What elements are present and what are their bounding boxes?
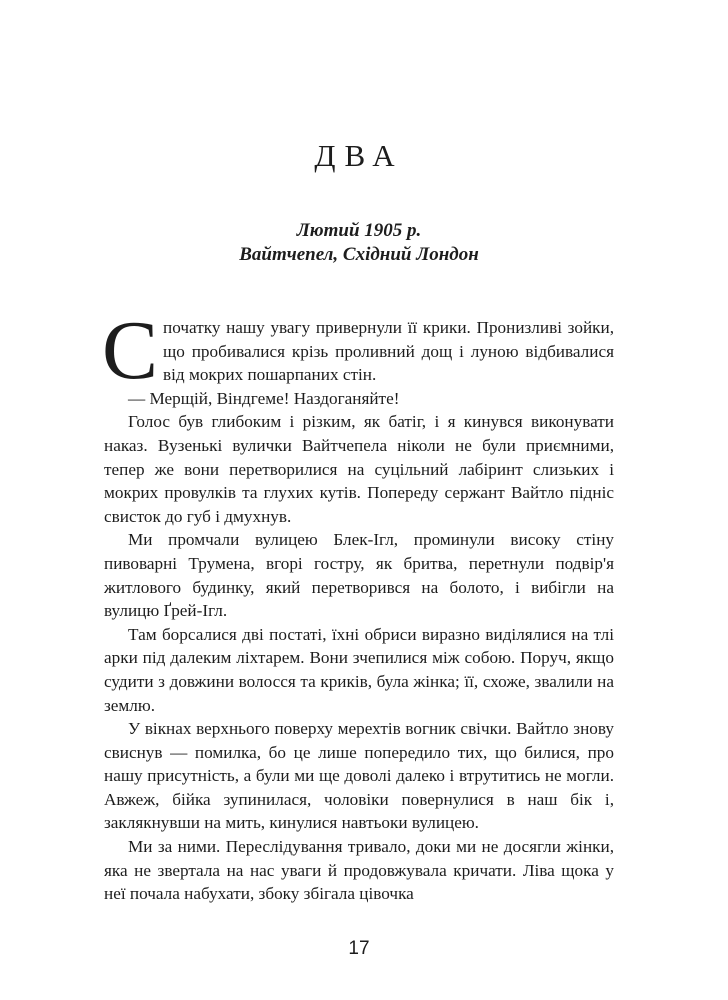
drop-cap: С <box>102 304 159 397</box>
chapter-body <box>102 304 614 906</box>
paragraph-1-text: початку нашу увагу привернули її крики. Пронизливі зойки, що пробивалися крізь проливний дощ і луною відбивалися від мокрих пошарпаних стін. <box>163 318 614 385</box>
paragraph-6: У вікнах верхнього поверху мерехтів вогник свічки. Вайтло знову свиснув — помилка, бо це лише попередило тих, що билися, про нашу присутність, а були ми ще доволі далеко і втрутитись не могли. Авжеж, бійка зупинилася, чоловіки повернулися в наш бік і, заклякнувши на мить, кинулися навтьоки вулицею. <box>104 719 614 833</box>
book-page <box>104 0 614 1000</box>
chapter-title: ДВА <box>314 138 404 173</box>
paragraph-4: Ми промчали вулицею Блек-Ігл, проминули високу стіну пивоварні Трумена, вгорі гостру, як бритва, перетнули подвір'я житлового будинку, який перетворився на болото, і вибігли на вулицю Ґрей-Ігл. <box>104 530 614 621</box>
paragraph-2: — Мерщій, Віндгеме! Наздоганяйте! <box>128 388 400 408</box>
chapter-date: Лютий 1905 р. <box>296 220 422 241</box>
paragraph-7: Ми за ними. Переслідування тривало, доки ми не досягли жінки, яка не звертала на нас уваги й продовжувала кричати. Ліва щока у неї почала набухати, збоку збігала цівочка <box>104 837 614 904</box>
paragraph-3: Голос був глибоким і різким, як батіг, і я кинувся виконувати наказ. Вузенькі вулички Вайтчепела ніколи не були приємними, тепер же вони перетворилися на суцільний лабіринт слизьких і мокрих провулків та глухих кутів. Попереду сержант Вайтло підніс свисток до губ і дмухнув. <box>104 412 614 526</box>
chapter-location: Вайтчепел, Східний Лондон <box>239 244 479 265</box>
paragraph-5: Там борсалися дві постаті, їхні обриси виразно виділялися на тлі арки під далеким ліхтарем. Вони зчепилися між собою. Поруч, якщо судити з довжини волосся та криків, була жінка; її, схоже, звалили на землю. <box>104 624 614 715</box>
page-number: 17 <box>348 938 370 959</box>
paragraph-1 <box>102 304 614 397</box>
